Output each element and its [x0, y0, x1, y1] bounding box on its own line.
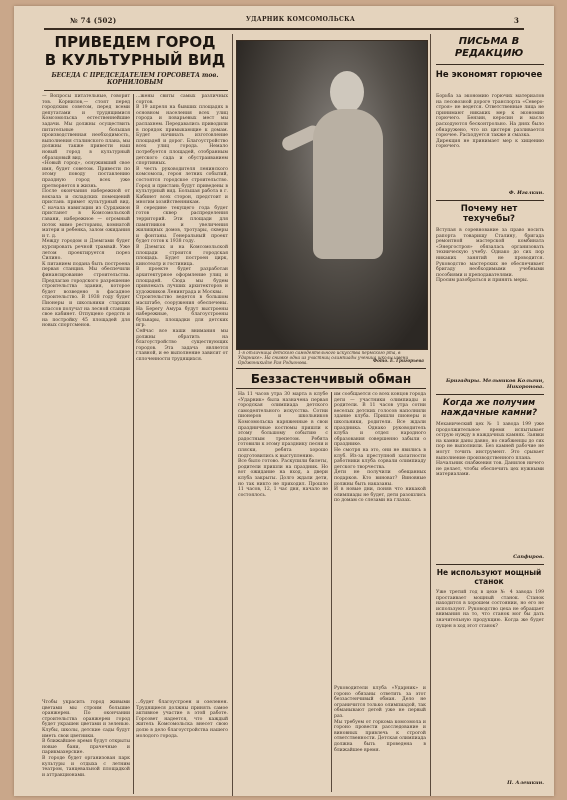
left-body-col4: ...будет благоустроен и озеленен. Трудящиеся должны принять самое активное участие в этой работе. Горсовет надеется, что каждый житель Комсомольска внесет свою долю в дело благоустройства нашего молодого города.: [136, 700, 230, 739]
left-title-rule: [44, 90, 228, 91]
top-rule: [44, 28, 524, 30]
letter4-title: Не используют мощный станок: [436, 568, 542, 586]
letter-separator: [436, 200, 544, 201]
center-top-rule: [236, 368, 426, 369]
page-number: 3: [514, 16, 520, 25]
letter2-title: Почему нет техучебы?: [460, 204, 518, 224]
letter1-title: Не экономят горючее: [435, 70, 543, 80]
column-divider: [232, 34, 233, 796]
left-title-line2: В КУЛЬТУРНЫЙ ВИД: [44, 51, 226, 69]
photo-figure-body: [313, 109, 383, 259]
center-title-rule: [236, 388, 426, 389]
column-divider: [430, 34, 431, 796]
column-divider: [331, 392, 332, 792]
left-body-col1: — Вопросы питательные, говорит тов. Корнилов,— стоят перед городским советом, перед всеми депутатами и трудящимися Комсомольска естественнейшие задачи. Мы должны осуществить питательные большая производственная необходимость, выполнения сталинского плана, мы должны также привести наш новый город в культурный образцовый вид. «Новый город», оснуживший свое имя, будет советом. Привести по этому поводу поставлению праздную город всех уже претворяется в жизнь. После окончания набережной от вокзала и складских помещений пристань примет культурный вид. С начала навигации из Сурдакион пристанет в Комсомольской гавани, набережное — огромный поток мимо рестораны, комнатой матери и ребенка, залом ожидания и т. д. Между городом и Дземгами будет курсировать речной трамвай. Уже летом проектируется порез Силино. К питанием подана быть построена первая станция. Мы обеспечили финансирование строительства. Предлагаю городского разрешение строительства здания, которое будет возведено в фасадное строительство. В 1938 году будет Пионеры и школьники старших классов получат на лесной станции свое кабинет. Отпущено средств и на постройку 45 площадей для новых спортсменов.: [42, 94, 130, 329]
center-body-col3: Руководители клуба «Ударник» и гороно обязаны ответить за этот беззастенчивый обман. Дело не ограничится только олимпиадой, так обманывают детей уже не первый раз. Мы требуем от горкома комсомола и гороно провести расследование и виновных привлечь к строгой ответственности. Детская олимпиада должна быть проведена в ближайшее время.: [334, 686, 426, 753]
letter1-body: Борьба за экономию горючих материалов на лесовозной дороге транспорта «Северо-строя» не ведется. Ответственные лица не принимают никаких мер к экономии горючего. Бензин, керосин и масло расходуются бесконтрольно. На днях было обнаружено, что из цистерн разливается горючее. Расходуется также и смазка. Дирекция не принимает мер к хищению горючего.: [436, 94, 544, 150]
letters-section-title: ПИСЬМА В РЕДАКЦИЮ: [454, 36, 524, 59]
issue-number: № 74 (502): [70, 16, 117, 25]
letter2-signature: Бригадиры. Мельников Кольгин, Никоронова.: [445, 378, 544, 390]
letter-separator: [436, 394, 544, 395]
center-body-col1: На 11 часов утра 30 марта в клубе «Ударник» была назначена первая городская олимпиада детского самодеятельного искусства. Сотни пионеров и школьников Комсомольска наряженные в свои праздничные костюмы пришли к этому большому событию с радостным трепетом. Ребята готовили к этому празднику песни и пляски, ребята хорошо подготовились к выступлению. Все было готово. Раскупили билеты, родители пришли на праздник. Но вот ожидание на вход, а двери клуба закрыты. Долго ждали дети, но так никто не приходил. Прошло 11 часов, 12, 1 час дня, начало не состоялось.: [238, 392, 328, 498]
column-divider: [133, 94, 134, 794]
letters-rule: [436, 64, 544, 65]
photo-caption: 1-я отличница детского самодеятельного искусства пермского рта, в Ударнике». На снимке одна из участниц олимпиады ученица школы имени Орджоникидзе Рая Родионова.: [238, 350, 409, 365]
newspaper-page: [14, 6, 554, 796]
paper-name: УДАРНИК КОМСОМОЛЬСКА: [246, 16, 356, 23]
letter2-body: Вступая в соревнование за право носить рапорта товарищу Сталину, бригада ремонтной мастерской комбината «Энергостроя» обязалась организовать техническую учебу. Однако до сих пор никаких занятий не проводится. Руководство мастерских не обеспечивает бригаду необходимыми учебными пособиями и преподавателями. Просим разобраться и принять меры.: [436, 228, 544, 284]
letter1-signature: Ф. Игалкин.: [508, 190, 544, 196]
letter3-body: Механический цех № 1 завода 199 уже продолжительное время испытывает острую нужду в наждачных камнях. Заявки на камни даны давно, но снабженцы до сих пор не выполнили. Без камней рабочие не могут точить инструмент. Это срывает выполнение производственного плана. Начальник снабжения тов. Данилов ничего не делает, чтобы обеспечить цех нужными материалами.: [436, 422, 544, 478]
left-body-col3: Чтобы украсить город живыми цветами мы строим большие оранжереи. По окончании строительства оранжереи город будет украшен цветами и зеленью. Клубы, школы, детские сады будут иметь свои цветники. В ближайшее время будут открыты новые бани, прачечные и парикмахерские. В городе будет организован парк культуры и отдыха с летним театром, танцевальной площадкой и аттракционами.: [42, 700, 130, 778]
news-photo: [236, 40, 428, 350]
left-subtitle: БЕСЕДА С ПРЕДСЕДАТЕЛЕМ ГОРСОВЕТА тов. КОРНИЛОВЫМ: [51, 72, 219, 86]
center-body-col2: им сообщается со всех концов города дети — участники олимпиады и родители. В 11 часов утра сотни веселых детских голосов наполнили здание клуба. Пришли пионеры и школьники, родители. Все ждали праздника. Однако руководитель клуба и отдел народного образования совершенно забыли о празднике. Не смотря на это, они не явились в клуб. Из-за преступной халатности работники клуба сорвали олимпиаду детского творчества. Дети не получили обещанных подарков. Кто виноват? Виновные должны быть наказаны. И в новые дни, поняв что никакой олимпиады не будет, дети разошлись по домам со слезами на глазах.: [334, 392, 426, 504]
letter-separator: [436, 564, 544, 565]
photo-credit: Фото. Е. Григорьева: [373, 358, 424, 363]
left-body-col2: ...жены свиты самых различных сортов. В 19 апреля на бывших площадях в основном населения всех улиц города и поварьевых мест мы распахнем. Передавались приводили в порядок примыкающие к домам. Будет начинать изготовление площадей и дорог. Благоустройство всех улиц города. Немало потребуется площадей, отобранным детского сада и обустраиванием спортивных. В честь руководителя ленинского комсомола, героя летних событий, состоятся городское строительство. Город и пристань будут приведены в культурный вид. Большая работа в г. Кабинет всех сторон, предстоит и многим хозяйственникам. В середине текущего года будет готов сквер распределения территорий. Эти площади для памятников и увеличения жилищных домов, тротуары, скверы и фонтаны. Генеральный проект будет готов к 1938 году. В Дземгах и на Комсомольской площади строится городская площадь. Будет построен цирк, кинотеатр и гостиница. В проекте будет разработан архитектурное оформление улиц и площадей. Сюда мы будем привлекать лучших архитекторов и художников Ленинграда и Москвы. Строительство ведется в большом масштабе, сооружения обеспечены. На Берегу Амура будут выстроены набережные, благоустроены бульвары, площадки для детских игр. Сейчас все наши внимания мы должны обратить на благоустройство существующих городов. Эта задача является главной, и ее выполнение зависит от сплоченности трудящихся.: [136, 94, 228, 362]
letter3-signature: Сапфиров.: [513, 554, 544, 560]
letter4-signature: П. Алешкин.: [507, 780, 544, 786]
left-title-line1: ПРИВЕДЕМ ГОРОД: [54, 33, 216, 51]
center-title: Беззастенчивый обман: [250, 372, 412, 386]
photo-figure-head: [330, 71, 364, 113]
letter3-title: Когда же получим наждачные камни?: [441, 398, 537, 418]
letter4-body: Уже третий год в цехе № 4 завода 199 простаивает мощный станок. Станок находится в хорошем состоянии, но его не используют. Руководство цеха не обращает внимания на то, что станок мог бы дать значительную продукцию. Когда же будет пущен в ход этот станок?: [436, 590, 546, 629]
